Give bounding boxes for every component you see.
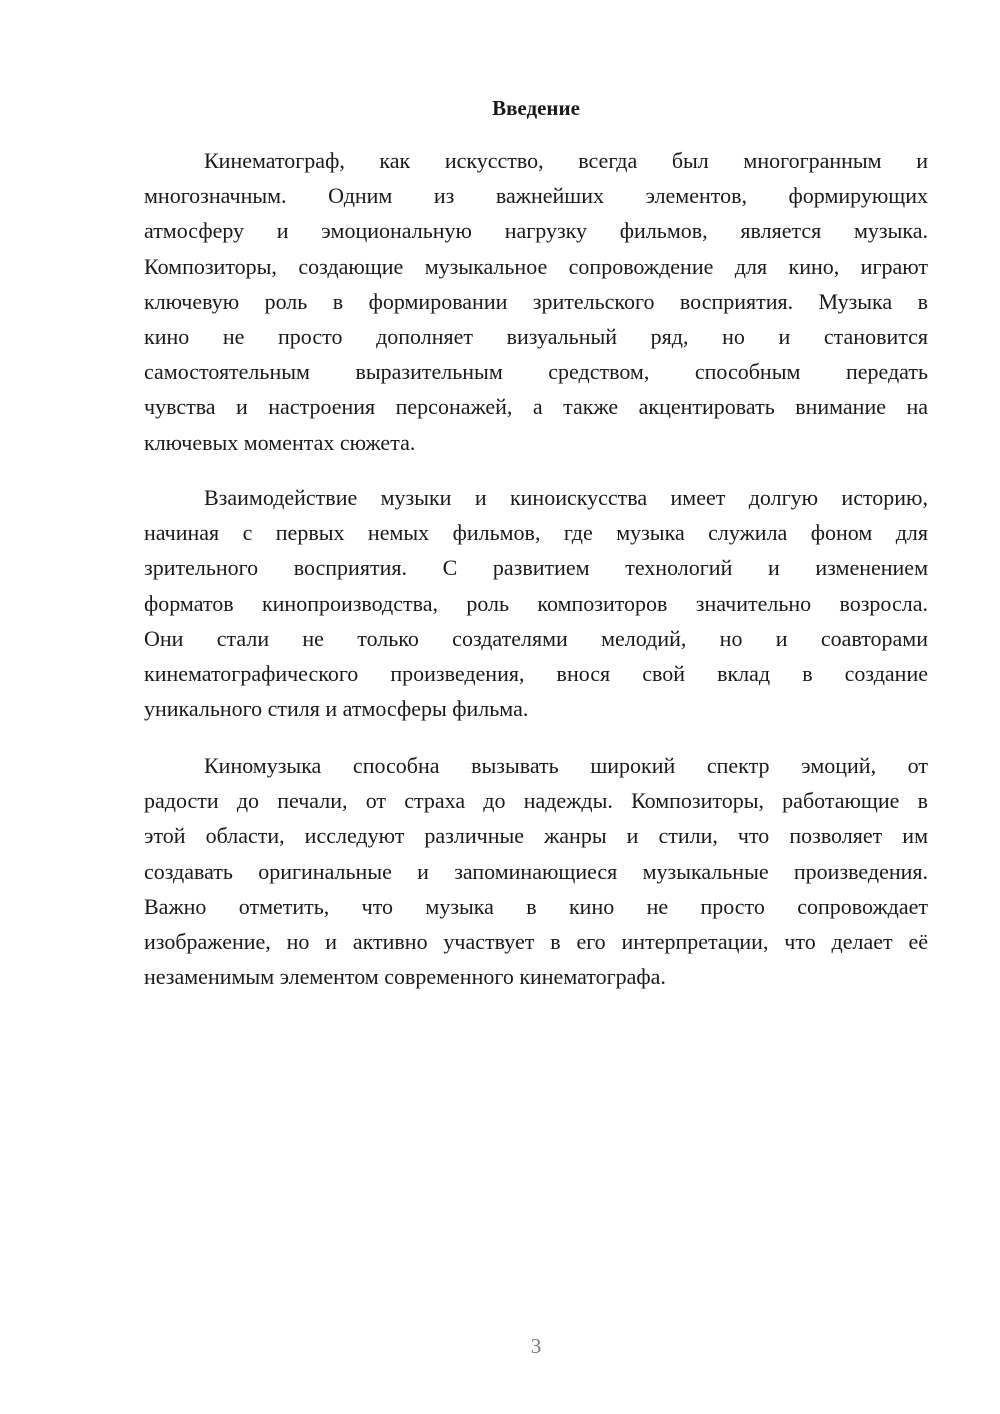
text-line: кино не просто дополняет визуальный ряд, но и становится (144, 323, 928, 349)
text-line: самостоятельным выразительным средством, способным передать (144, 359, 928, 385)
text-line: чувства и настроения персонажей, а также акцентировать внимание на (144, 394, 928, 420)
text-line: Важно отметить, что музыка в кино не просто сопровождает (144, 893, 928, 919)
text-line: радости до печали, от страха до надежды. Композиторы, работающие в (144, 788, 928, 814)
paragraph (144, 143, 928, 460)
text-line: атмосферу и эмоциональную нагрузку фильмов, является музыка. (144, 218, 928, 244)
page-number: 3 (530, 1334, 542, 1358)
text-line: создавать оригинальные и запоминающиеся музыкальные произведения. (144, 858, 928, 884)
text-line: Они стали не только создателями мелодий, но и соавторами (144, 625, 928, 651)
text-line: начиная с первых немых фильмов, где музыка служила фоном для (144, 520, 928, 546)
text-line: ключевую роль в формировании зрительского восприятия. Музыка в (144, 288, 928, 314)
text-line: многозначным. Одним из важнейших элементов, формирующих (144, 183, 928, 209)
text-line: ключевых моментах сюжета. (144, 429, 416, 455)
section-heading: Введение (492, 96, 580, 120)
text-line: зрительного восприятия. С развитием технологий и изменением (144, 555, 928, 581)
paragraph (144, 748, 928, 994)
text-line: этой области, исследуют различные жанры и стили, что позволяет им (144, 823, 928, 849)
text-line: Киномузыка способна вызывать широкий спектр эмоций, от (204, 753, 928, 778)
text-line: незаменимым элементом современного кинематографа. (144, 964, 666, 990)
text-line: уникального стиля и атмосферы фильма. (144, 696, 529, 722)
text-line: Взаимодействие музыки и киноискусства имеет долгую историю, (204, 485, 928, 510)
text-line: форматов кинопроизводства, роль композиторов значительно возросла. (144, 590, 928, 616)
text-line: Кинематограф, как искусство, всегда был многогранным и (204, 148, 928, 173)
text-line: изображение, но и активно участвует в его интерпретации, что делает её (144, 928, 928, 954)
paragraph (144, 480, 928, 726)
text-line: Композиторы, создающие музыкальное сопровождение для кино, играют (144, 253, 928, 279)
text-line: кинематографического произведения, внося свой вклад в создание (144, 660, 928, 686)
